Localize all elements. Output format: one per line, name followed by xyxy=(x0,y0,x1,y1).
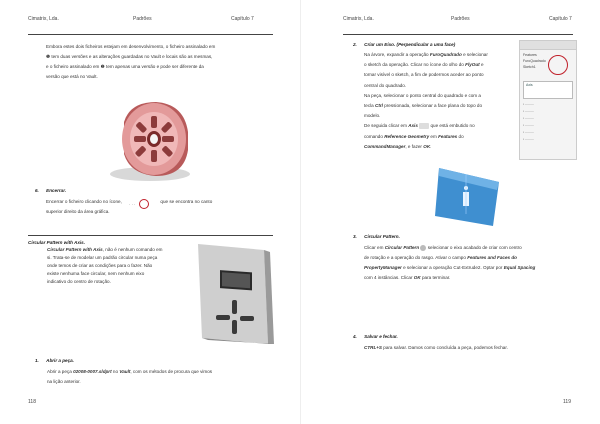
intro-line: Embora estes dois ficheiros estejam em desenvolvimento, o ficheiro assinalado em xyxy=(46,44,216,49)
menu-item[interactable]: ▪ ——— xyxy=(523,130,534,134)
tree-item[interactable]: Features xyxy=(523,53,537,57)
bold-term: FuroQuadrado xyxy=(429,52,462,57)
text-run: do xyxy=(458,133,464,139)
header-chapter: Capítulo 7 xyxy=(231,16,254,22)
text-line: existe nenhuma face circular, nem nenhum eixo xyxy=(47,271,145,276)
axis-part-image xyxy=(433,164,503,228)
axis-dialog xyxy=(523,81,573,99)
step-3-body xyxy=(364,243,579,283)
step-4 xyxy=(353,332,398,342)
text-run: pressionada, selecionar a face plana do topo do xyxy=(384,103,483,109)
text-run: selecionar o eixo acabado de criar com centro xyxy=(427,245,522,250)
section-rule xyxy=(28,235,273,236)
key-name: Ctrl xyxy=(375,103,383,109)
menu-item[interactable]: ▪ ——— xyxy=(523,123,534,127)
step-2 xyxy=(353,40,455,50)
step-text: que se encontra no canto xyxy=(160,199,213,204)
bold-term: Circular Pattern with Axis xyxy=(47,247,103,252)
text-run: tecla xyxy=(364,103,374,109)
text-run: em xyxy=(430,133,437,139)
bold-term: CommandManager xyxy=(364,143,406,149)
tree-item[interactable]: Sketch1 xyxy=(523,65,536,69)
text-run: comando xyxy=(364,133,383,139)
page-header xyxy=(0,16,300,28)
pulley-part-image xyxy=(100,92,200,187)
page-header xyxy=(301,16,600,28)
page-number: 119 xyxy=(563,399,571,405)
bold-term: Circular Pattern xyxy=(384,245,420,250)
header-rule xyxy=(343,34,573,35)
text-run: o sketch da operação. Clicar no ícone do olho do xyxy=(364,62,464,68)
header-company: Cimatrix, Lda. xyxy=(343,16,374,22)
step-4-body xyxy=(364,343,579,353)
page-number: 118 xyxy=(28,399,36,405)
text-run: Na árvore, expandir a operação xyxy=(364,52,429,57)
menu-item[interactable]: ▪ ——— xyxy=(523,137,534,141)
step-title: Salvar e fechar. xyxy=(364,334,398,339)
bold-term: Features and Faces do xyxy=(467,255,517,260)
bold-term: Vault xyxy=(119,369,131,374)
file-name: 02008-0007.sldprt xyxy=(73,369,112,374)
bold-term: Reference Geometry xyxy=(384,133,430,139)
axis-icon xyxy=(419,123,429,129)
right-page xyxy=(300,0,600,424)
text-run: De seguida clicar em xyxy=(364,123,407,129)
bold-term: Equal Spacing xyxy=(503,265,536,270)
header-topic: Padrões xyxy=(133,16,152,22)
step-number: 3. xyxy=(353,234,357,239)
text-line: Na peça, selecionar o ponto central do quadrado e com a xyxy=(364,92,481,98)
text-run: de rotação e a operação do rasgo. Ativar o campo xyxy=(364,255,466,260)
text-run: e selecionar xyxy=(463,52,488,57)
step-number: 6. xyxy=(35,188,39,193)
header-rule xyxy=(28,34,273,35)
bold-term: Axis xyxy=(408,123,418,129)
step-1 xyxy=(35,356,74,366)
tree-item[interactable]: FuroQuadrado xyxy=(523,59,546,63)
header-chapter: Capítulo 7 xyxy=(549,16,572,22)
menu-item[interactable]: ▪ ——— xyxy=(523,102,534,106)
step-number: 1. xyxy=(35,358,39,363)
intro-line: ❶ tem duas versões e as alterações guardadas no Vault e locais são as mesmas, xyxy=(46,54,213,59)
bold-term: OK xyxy=(423,143,431,149)
step-title: Criar um Eixo. (Perpendicular a uma face) xyxy=(364,42,456,47)
step-3 xyxy=(353,232,400,242)
bold-term: OK xyxy=(413,275,421,280)
text-run: , não é nenhum comando em xyxy=(102,247,163,252)
highlight-circle xyxy=(548,55,568,75)
text-run: Abrir a peça xyxy=(47,369,72,374)
text-run: e selecionar a operação Cut-Extrude2. Optar por xyxy=(403,265,503,270)
bold-term: PropertyManager xyxy=(364,265,402,270)
text-line: onde temos de criar as condições para o fazer. Não xyxy=(47,263,153,268)
intro-line: e o ficheiro assinalado em ❷ tem apenas uma versão e pode ser diferente da xyxy=(46,64,204,69)
step-title: Encerrar. xyxy=(46,188,67,193)
text-run: com 4 instâncias. Clicar xyxy=(364,275,413,280)
text-line: na lição anterior. xyxy=(47,379,81,384)
intro-line: versão que está no Vault. xyxy=(46,74,98,79)
menu-item[interactable]: ▪ ——— xyxy=(523,116,534,120)
text-run: . xyxy=(430,143,432,149)
text-run: para salvar. Damos como concluída a peça, podemos fechar. xyxy=(383,345,508,350)
dialog-title: Axis xyxy=(526,83,533,87)
section-title: Circular Pattern with Axis. xyxy=(28,240,86,245)
text-line: central do quadrado. xyxy=(364,82,407,88)
text-line: si. Trata-se de modelar um padrão circular numa peça xyxy=(47,255,158,260)
text-run: para terminar. xyxy=(421,275,451,280)
feature-tree-screenshot xyxy=(519,40,577,160)
step-number: 4. xyxy=(353,334,357,339)
step-1-body xyxy=(47,367,277,387)
text-line: indicativo do centro de rotação. xyxy=(47,279,111,284)
section-paragraph xyxy=(47,246,187,286)
text-run: que está embutido no xyxy=(430,123,475,129)
intro-paragraph xyxy=(46,42,261,82)
text-run: Clicar em xyxy=(364,245,384,250)
bold-term: FlyOut xyxy=(465,62,480,68)
text-run: no xyxy=(112,369,119,374)
text-line: modelo. xyxy=(364,113,381,119)
circular-pattern-icon xyxy=(420,245,426,251)
menu-item[interactable]: ▪ ——— xyxy=(523,109,534,113)
step-6 xyxy=(35,186,275,196)
step-title: Abrir a peça. xyxy=(46,358,74,363)
step-text: Encerrar o ficheiro clicando no ícone, xyxy=(46,199,122,204)
header-topic: Padrões xyxy=(451,16,470,22)
step-6-body: Encerrar o ficheiro clicando no ícone, · · · que se encontra no canto superior direito da área gráfica. xyxy=(46,197,276,217)
text-run: , com os métodos de procura que vimos xyxy=(130,369,213,374)
plate-part-image xyxy=(190,240,275,348)
text-line: tornar visível o sketch, a fim de podermos aceder ao ponto xyxy=(364,72,484,78)
shortcut-key: CTRL+S xyxy=(364,345,382,350)
text-run: e xyxy=(480,62,484,68)
step-text: superior direito da área gráfica. xyxy=(46,209,110,214)
tree-toolbar xyxy=(520,41,576,50)
step-title: Circular Pattern. xyxy=(364,234,400,239)
bold-term: Features xyxy=(438,133,458,139)
text-run: , e fazer xyxy=(405,143,422,149)
step-2-body xyxy=(364,50,514,152)
step-number: 2. xyxy=(353,42,357,47)
header-company: Cimatrix, Lda. xyxy=(28,16,59,22)
